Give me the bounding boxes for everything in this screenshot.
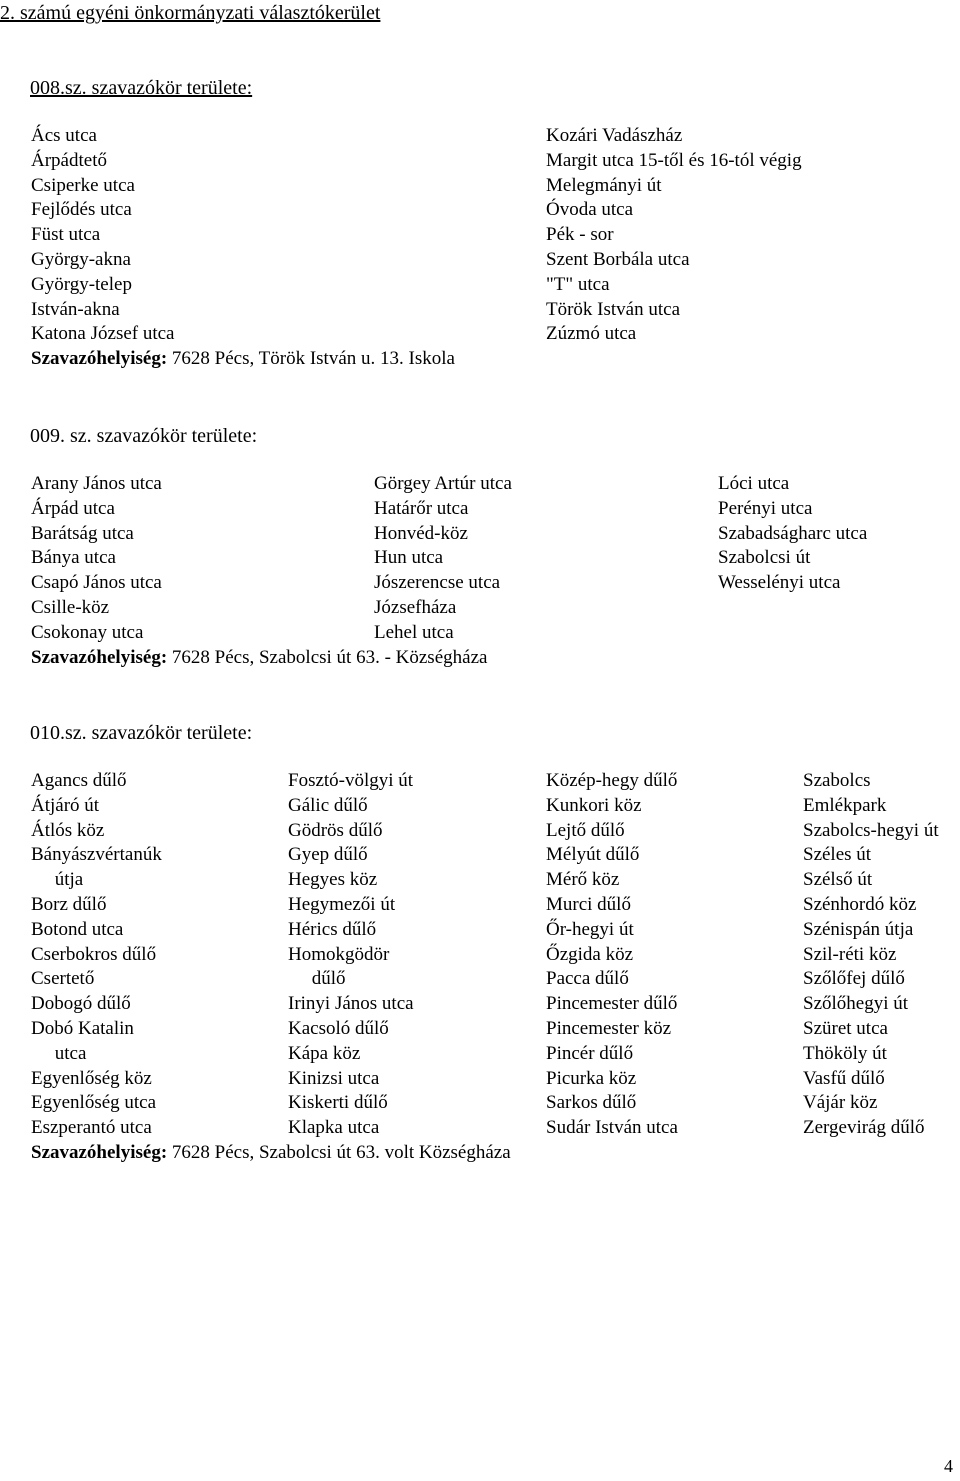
street-item: Kinizsi utca <box>288 1067 380 1089</box>
street-item: György-akna <box>31 248 131 270</box>
street-item: útja <box>31 869 84 891</box>
street-item: Hérics dűlő <box>288 918 377 940</box>
street-item: Szőlőfej dűlő <box>803 968 905 990</box>
location-value: 7628 Pécs, Szabolcsi út 63. volt Községháza <box>167 1142 511 1163</box>
street-item: Honvéd-köz <box>374 522 468 544</box>
street-column <box>31 124 175 347</box>
street-item: dűlő <box>288 968 346 990</box>
street-item: György-telep <box>31 273 132 295</box>
street-item: Szőlőhegyi út <box>803 993 909 1015</box>
street-item: Margit utca 15-től és 16-tól végig <box>546 149 802 171</box>
polling-location <box>31 646 487 671</box>
street-item: Széles út <box>803 844 872 866</box>
street-item: Egyenlőség köz <box>31 1067 152 1089</box>
street-item: Pék - sor <box>546 224 614 246</box>
street-item: Agancs dűlő <box>31 770 127 791</box>
location-value: 7628 Pécs, Szabolcsi út 63. - Községháza <box>167 647 488 668</box>
street-item: Szabolcsi út <box>718 547 811 569</box>
district-title: 2. számú egyéni önkormányzati választókerület <box>0 2 381 24</box>
street-item: Fejlődés utca <box>31 199 132 221</box>
street-item: Perényi utca <box>718 497 813 519</box>
street-item: Bányászvértanúk <box>31 844 162 866</box>
street-item: Melegmányi út <box>546 174 662 196</box>
street-item: Pincér dűlő <box>546 1042 634 1064</box>
street-item: Őzgida köz <box>546 943 634 965</box>
street-item: Óvoda utca <box>546 199 634 221</box>
street-item: Mélyút dűlő <box>546 844 640 866</box>
street-column <box>803 769 939 1141</box>
polling-location <box>31 347 455 372</box>
street-item: Gálic dűlő <box>288 794 368 816</box>
street-item: Sarkos dűlő <box>546 1092 637 1114</box>
street-column <box>718 472 867 596</box>
street-item: Csertető <box>31 968 95 990</box>
street-item: Zúzmó utca <box>546 323 637 345</box>
street-item: Murci dűlő <box>546 893 631 915</box>
street-item: Szil-réti köz <box>803 943 897 965</box>
street-item: Kápa köz <box>288 1042 361 1064</box>
street-item: Jószerencse utca <box>374 572 501 594</box>
street-item: Homokgödör <box>288 943 390 965</box>
street-item: Átlós köz <box>31 819 105 841</box>
street-item: Sudár István utca <box>546 1117 678 1139</box>
street-item: Vájár köz <box>803 1092 878 1114</box>
street-item: Görgey Artúr utca <box>374 473 512 494</box>
street-item: Emlékpark <box>803 794 887 816</box>
location-label: Szavazóhelyiség: <box>31 1142 168 1163</box>
street-column <box>31 472 162 646</box>
street-item: Hegyes köz <box>288 869 378 891</box>
street-item: Gyep dűlő <box>288 844 368 866</box>
street-item: Hun utca <box>374 547 444 569</box>
page-number: 4 <box>944 1456 953 1476</box>
street-column <box>546 124 802 347</box>
street-item: Thököly út <box>803 1042 887 1064</box>
section-title-008: 008.sz. szavazókör területe: <box>30 77 253 99</box>
street-item: Egyenlőség utca <box>31 1092 157 1114</box>
street-item: Szélső út <box>803 869 873 891</box>
street-item: Zergevirág dűlő <box>803 1117 925 1139</box>
street-item: Pincemester köz <box>546 1017 672 1039</box>
street-column <box>374 472 512 646</box>
street-item: Csokonay utca <box>31 621 144 643</box>
street-item: utca <box>31 1042 87 1064</box>
location-value: 7628 Pécs, Török István u. 13. Iskola <box>167 348 455 369</box>
street-item: Pincemester dűlő <box>546 993 678 1015</box>
street-item: Dobó Katalin <box>31 1017 134 1039</box>
street-column <box>546 769 678 1141</box>
street-item: Cserbokros dűlő <box>31 943 157 965</box>
street-item: Borz dűlő <box>31 893 107 915</box>
street-item: Csapó János utca <box>31 572 162 594</box>
street-item: Barátság utca <box>31 522 134 544</box>
street-item: Őr-hegyi út <box>546 918 634 940</box>
street-item: Mérő köz <box>546 869 620 891</box>
street-item: Katona József utca <box>31 323 175 345</box>
street-item: Szénhordó köz <box>803 893 917 915</box>
street-item: Józsefháza <box>374 596 457 618</box>
street-item: Fosztó-völgyi út <box>288 770 414 791</box>
street-item: Árpád utca <box>31 497 115 519</box>
street-item: Határőr utca <box>374 497 469 519</box>
street-item: Irinyi János utca <box>288 993 414 1015</box>
street-item: "T" utca <box>546 273 610 295</box>
street-item: Ács utca <box>31 125 97 146</box>
street-item: Kozári Vadászház <box>546 125 683 146</box>
section-title-010: 010.sz. szavazókör területe: <box>30 722 253 744</box>
location-label: Szavazóhelyiség: <box>31 647 168 668</box>
street-item: Szent Borbála utca <box>546 248 690 270</box>
street-item: Lehel utca <box>374 621 454 643</box>
street-item: Kiskerti dűlő <box>288 1092 388 1114</box>
street-item: Szabadságharc utca <box>718 522 868 544</box>
street-item: Wesselényi utca <box>718 572 841 594</box>
street-item: Szénispán útja <box>803 918 914 940</box>
street-item: Bánya utca <box>31 547 116 569</box>
location-label: Szavazóhelyiség: <box>31 348 168 369</box>
street-item: Szabolcs <box>803 770 871 791</box>
street-item: Lóci utca <box>718 473 790 494</box>
street-item: Árpádtető <box>31 149 107 171</box>
street-item: Dobogó dűlő <box>31 993 131 1015</box>
street-item: Füst utca <box>31 224 101 246</box>
street-item: Török István utca <box>546 298 681 320</box>
street-item: Átjáró út <box>31 794 100 816</box>
street-item: Közép-hegy dűlő <box>546 770 678 791</box>
polling-location <box>31 1141 511 1166</box>
street-item: Vasfű dűlő <box>803 1067 885 1089</box>
street-item: Klapka utca <box>288 1117 380 1139</box>
street-item: Szabolcs-hegyi út <box>803 819 939 841</box>
street-item: Gödrös dűlő <box>288 819 383 841</box>
street-item: Lejtő dűlő <box>546 819 625 841</box>
street-item: Arany János utca <box>31 473 162 494</box>
street-item: István-akna <box>31 298 120 320</box>
section-title-009: 009. sz. szavazókör területe: <box>30 425 258 447</box>
street-item: Csiperke utca <box>31 174 135 196</box>
street-item: Csille-köz <box>31 596 110 618</box>
street-item: Kunkori köz <box>546 794 642 816</box>
street-item: Kacsoló dűlő <box>288 1017 389 1039</box>
street-column <box>31 769 162 1141</box>
street-item: Szüret utca <box>803 1017 888 1039</box>
street-item: Eszperantó utca <box>31 1117 152 1139</box>
street-item: Botond utca <box>31 918 124 940</box>
street-item: Picurka köz <box>546 1067 637 1089</box>
street-item: Hegymezői út <box>288 893 396 915</box>
street-item: Pacca dűlő <box>546 968 629 990</box>
street-column <box>288 769 414 1141</box>
